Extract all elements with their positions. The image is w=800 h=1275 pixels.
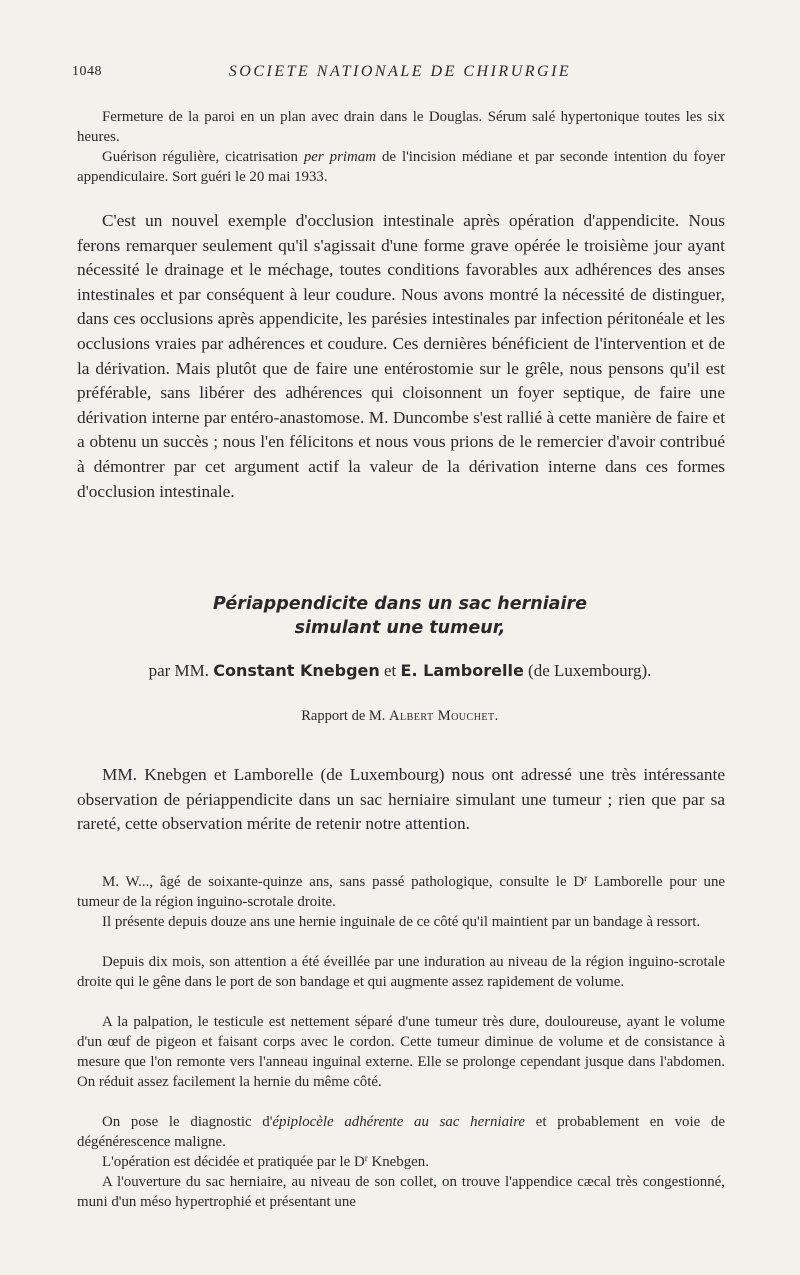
intro-paragraph: MM. Knebgen et Lamborelle (de Luxembourg) nous ont adressé une très intéressante observation de périappendicite dans un sac herniaire simulant une tumeur ; rien que par sa rareté, cette observation mérite de retenir notre attention. [77,765,725,834]
diagnosis-italic: épiplocèle adhérente au sac herniaire [272,1114,526,1130]
author-1: Constant Knebgen [213,661,380,680]
article-title-line-2: simulant une tumeur, [294,618,506,638]
commentary-paragraph: C'est un nouvel exemple d'occlusion intestinale après opération d'appendicite. Nous ferons remarquer seulement qu'il s'agissait d'une forme grave opérée le troisième jour ayant nécessité le drainage et le méchage, toutes conditions favorables aux adhérences des anses intestinales et par conséquent à leur coudure. Nous avons montré la nécessité de distinguer, dans ces occlusions après appendicite, les parésies intestinales par infection péritonéale et les occlusions vraies par adhérences et coudure. Ces dernières bénéficient de l'intervention et de la dérivation. Mais plutôt que de faire une entérostomie sur le grêle, nous pensons qu'il est préférable, sans libérer des adhérences qui cloisonnent un foyer septique, de faire une dérivation interne par entéro-anastomose. M. Duncombe s'est rallié à cette manière de faire et a obtenu un succès ; nous l'en félicitons et nous vous prions de le remercier d'avoir contribué à démontrer par cet argument actif la valeur de la dérivation interne dans ces formes d'occlusion intestinale. [77,211,725,501]
observation-paragraph-5: On pose le diagnostic d'épiplocèle adhérente au sac herniaire et probablement en voie de dégénérescence maligne. [77,1114,725,1150]
running-title: SOCIETE NATIONALE DE CHIRURGIE [228,63,572,80]
observation-paragraph-3: Depuis dix mois, son attention a été éveillée par une induration au niveau de la région inguino-scrotale droite qui le gêne dans le port de son bandage et qui augmente assez rapidement de volume. [77,954,725,990]
observation-paragraph-2: Il présente depuis douze ans une hernie inguinale de ce côté qu'il maintient par un bandage à ressort. [102,914,701,930]
rapport-line: Rapport de M. Albert Mouchet. [301,708,499,724]
case-end-paragraph-1: Fermeture de la paroi en un plan avec drain dans le Douglas. Sérum salé hypertonique toutes les six heures. [77,109,725,145]
case-end-paragraph-2: Guérison régulière, cicatrisation per primam de l'incision médiane et par seconde intention du foyer appendiculaire. Sort guéri le 20 mai 1933. [77,149,725,185]
page-number: 1048 [72,64,102,79]
observation-paragraph-4: A la palpation, le testicule est nettement séparé d'une tumeur très dure, douloureuse, ayant le volume d'un œuf de pigeon et faisant corps avec le cordon. Cette tumeur diminue de volume et de consistance à mesure que l'on remonte vers l'anneau inguinal externe. Elle se prolonge cependant jusque dans l'abdomen. On réduit assez facilement la hernie du même côté. [77,1014,725,1090]
article-authors: par MM. Constant Knebgen et E. Lamborelle (de Luxembourg). [148,661,652,680]
article-title-line-1: Périappendicite dans un sac herniaire [213,594,587,614]
observation-paragraph-7: A l'ouverture du sac herniaire, au niveau de son collet, on trouve l'appendice cæcal très congestionné, muni d'un méso hypertrophié et présentant une [77,1174,725,1210]
author-2: E. Lamborelle [400,661,524,680]
rapporteur-name: Albert Mouchet. [389,708,499,724]
observation-paragraph-1: M. W..., âgé de soixante-quinze ans, sans passé pathologique, consulte le $D^r$ Lamborelle pour une tumeur de la région inguino-scrotale droite. [77,873,725,910]
latin-phrase: per primam [303,149,376,165]
observation-paragraph-6: L'opération est décidée et pratiquée par le $D^r$ Knebgen. [102,1153,429,1170]
